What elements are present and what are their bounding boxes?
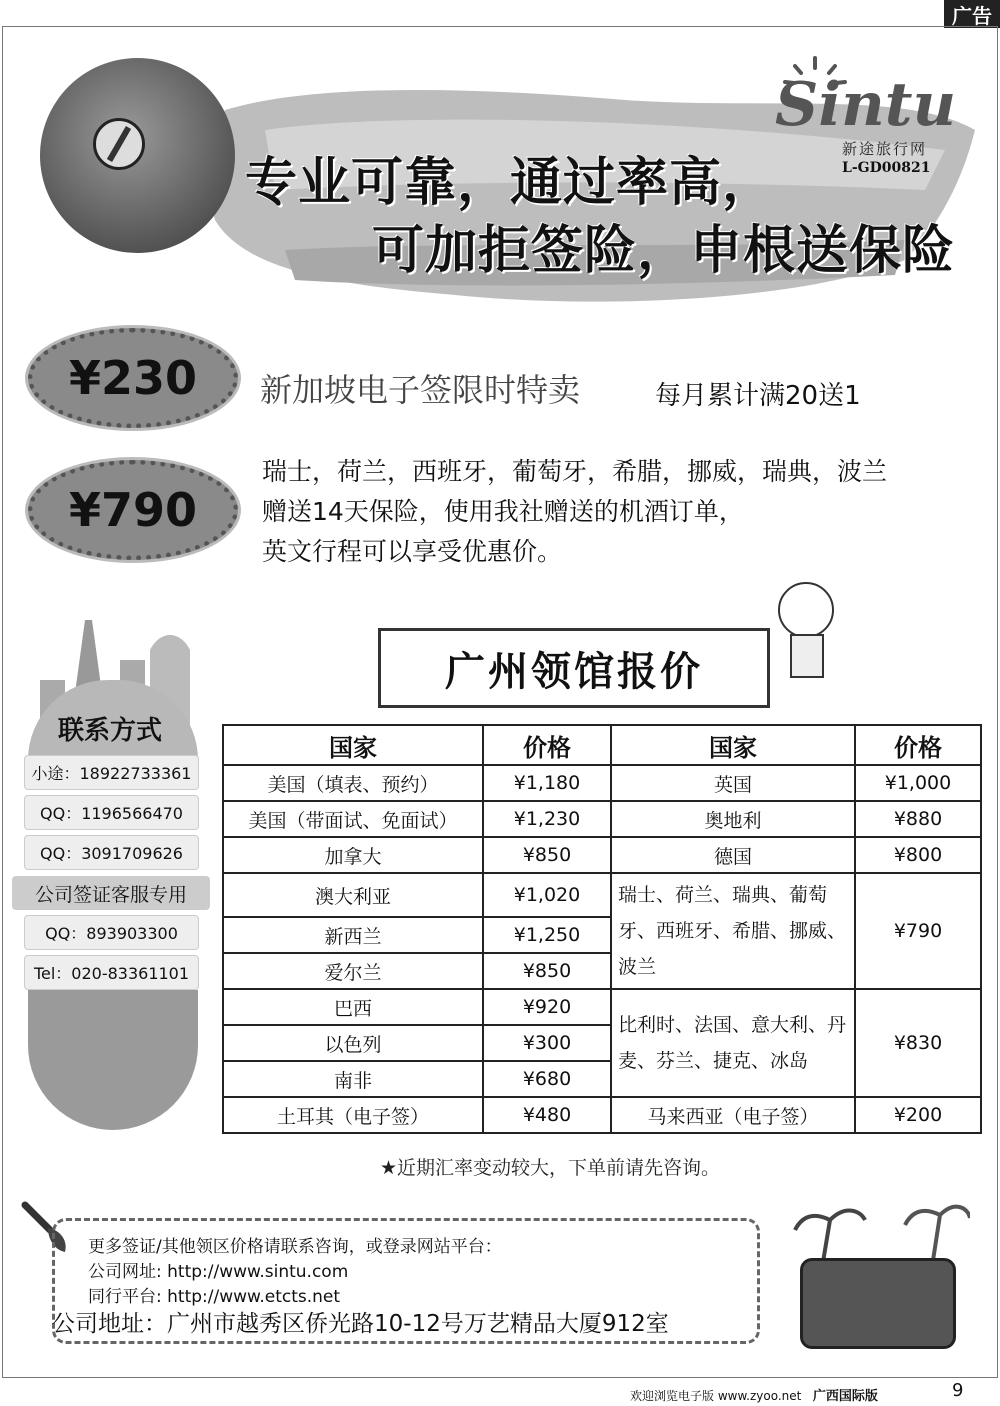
brand-logo-subtitle: 新途旅行网	[842, 140, 928, 158]
price-cell: ¥850	[483, 837, 611, 873]
country-cell: 美国（带面试、免面试）	[223, 801, 483, 837]
monthly-promo-text: 每月累计满20送1	[655, 381, 861, 411]
contact-qq-1[interactable]: QQ：1196566470	[24, 795, 199, 830]
headline-line-1: 专业可靠，通过率高，	[245, 153, 776, 213]
footer-website[interactable]: 欢迎浏览电子版 www.zyoo.net	[630, 1389, 802, 1403]
contact-phone[interactable]: 小途：18922733361	[24, 755, 199, 790]
page-number: 9	[952, 1380, 964, 1401]
price-cell: ¥800	[855, 837, 981, 873]
exchange-rate-note: ★近期汇率变动较大，下单前请先咨询。	[380, 1157, 721, 1179]
table-row	[223, 801, 981, 837]
country-cell: 英国	[611, 765, 855, 801]
contact-qq-2[interactable]: QQ：3091709626	[24, 835, 199, 870]
schengen-offer-text	[262, 452, 887, 572]
price-cell: ¥1,000	[855, 765, 981, 801]
headline-line-2: 可加拒签险，申根送保险	[372, 221, 956, 281]
company-address: 公司地址：广州市越秀区侨光路10-12号万艺精品大厦912室	[52, 1311, 669, 1337]
europe-group-countries: 比利时、法国、意大利、丹麦、芬兰、捷克、冰岛	[611, 989, 855, 1097]
country-cell: 德国	[611, 837, 855, 873]
contact-qq-service[interactable]: QQ：893903300	[24, 915, 199, 950]
price-badge-label: ¥790	[68, 483, 198, 537]
visa-service-section: 公司签证客服专用	[12, 876, 210, 910]
col-header-price: 价格	[855, 725, 981, 765]
schengen-countries: 瑞士，荷兰，西班牙，葡萄牙，希腊，挪威，瑞典，波兰	[262, 457, 888, 486]
singapore-offer-text: 新加坡电子签限时特卖	[260, 371, 581, 409]
country-cell: 加拿大	[223, 837, 483, 873]
compass-icon	[93, 118, 145, 170]
price-cell: ¥300	[483, 1025, 611, 1061]
price-cell: ¥880	[855, 801, 981, 837]
table-row	[223, 765, 981, 801]
more-info-text: 更多签证/其他领区价格请联系咨询，或登录网站平台：	[88, 1237, 502, 1257]
price-cell: ¥680	[483, 1061, 611, 1097]
price-badge-790	[28, 460, 238, 560]
price-cell: ¥200	[855, 1097, 981, 1133]
schengen-group-countries: 瑞士、荷兰、瑞典、葡萄牙、西班牙、希腊、挪威、波兰	[611, 873, 855, 989]
price-cell: ¥1,180	[483, 765, 611, 801]
price-cell: ¥1,020	[483, 873, 611, 917]
contact-tel[interactable]: Tel：020-83361101	[24, 955, 199, 990]
country-cell: 新西兰	[223, 917, 483, 953]
table-row	[223, 989, 981, 1025]
price-badge-label: ¥230	[68, 351, 198, 405]
ad-tag: 广告	[944, 0, 1000, 28]
price-badge-230	[28, 328, 238, 428]
schengen-insurance: 赠送14天保险，使用我社赠送的机酒订单，	[262, 497, 744, 526]
country-cell: 马来西亚（电子签）	[611, 1097, 855, 1133]
partner-platform[interactable]: 同行平台: http://www.etcts.net	[88, 1287, 341, 1307]
country-cell: 爱尔兰	[223, 953, 483, 989]
price-cell: ¥480	[483, 1097, 611, 1133]
suitcase-illustration	[800, 1258, 956, 1349]
col-header-price: 价格	[483, 725, 611, 765]
country-cell: 土耳其（电子签）	[223, 1097, 483, 1133]
country-cell: 奥地利	[611, 801, 855, 837]
country-cell: 巴西	[223, 989, 483, 1025]
table-row	[223, 837, 981, 873]
contact-title: 联系方式	[58, 716, 163, 746]
price-table	[222, 724, 982, 1134]
license-number: L-GD00821	[842, 160, 931, 176]
country-cell: 以色列	[223, 1025, 483, 1061]
table-header-row	[223, 725, 981, 765]
cartoon-kid-body	[790, 634, 824, 678]
country-cell: 南非	[223, 1061, 483, 1097]
schengen-itinerary: 英文行程可以享受优惠价。	[262, 537, 563, 566]
brand-logo-text: Sintu	[775, 70, 957, 140]
price-cell: ¥850	[483, 953, 611, 989]
col-header-country: 国家	[223, 725, 483, 765]
table-row	[223, 873, 981, 917]
europe-group-price: ¥830	[855, 989, 981, 1097]
schengen-group-price: ¥790	[855, 873, 981, 989]
price-cell: ¥1,250	[483, 917, 611, 953]
country-cell: 美国（填表、预约）	[223, 765, 483, 801]
footer-text	[630, 1385, 878, 1404]
table-title: 广州领馆报价	[378, 628, 770, 708]
price-cell: ¥920	[483, 989, 611, 1025]
company-website[interactable]: 公司网址: http://www.sintu.com	[88, 1262, 349, 1282]
table-row	[223, 1097, 981, 1133]
footer-brand: 广西国际版	[812, 1389, 878, 1404]
country-cell: 澳大利亚	[223, 873, 483, 917]
price-cell: ¥1,230	[483, 801, 611, 837]
col-header-country: 国家	[611, 725, 855, 765]
cartoon-kid-head	[778, 582, 834, 638]
